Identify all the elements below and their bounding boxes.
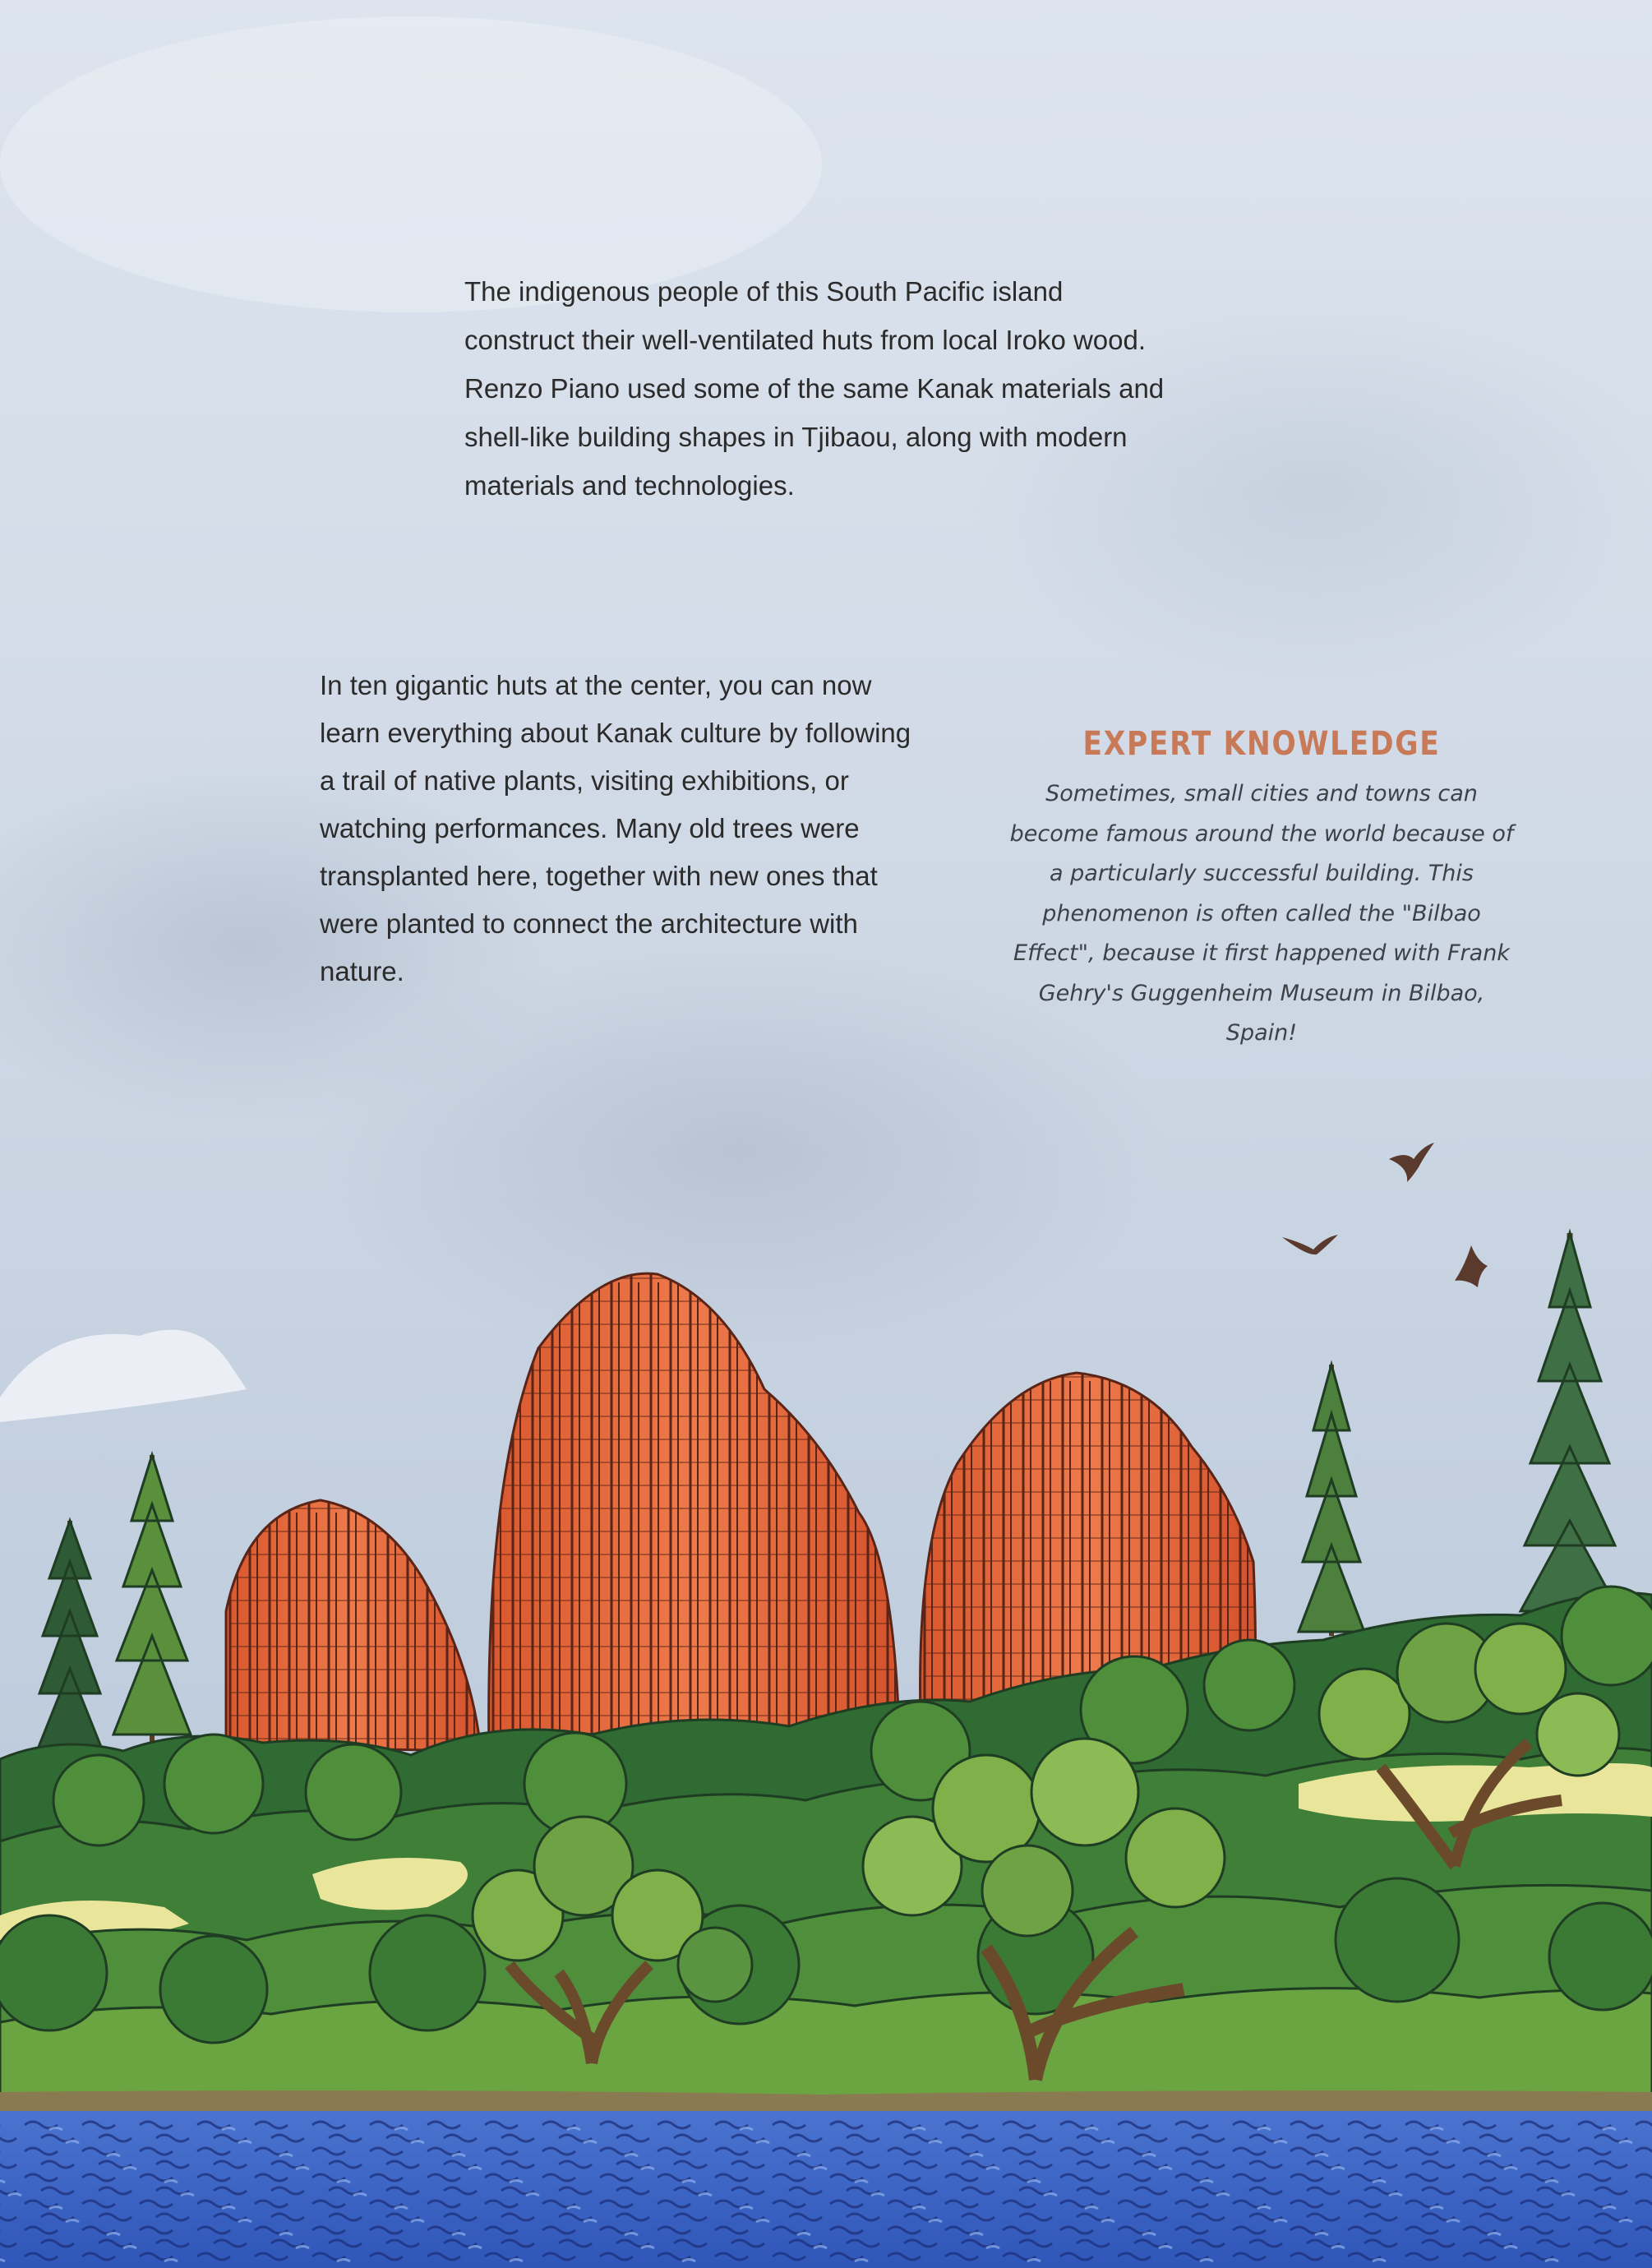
expert-knowledge-title: EXPERT KNOWLEDGE (1082, 725, 1441, 763)
culture-paragraph (320, 662, 911, 995)
culture-text: In ten gigantic huts at the center, you can now learn everything about Kanak culture by following a trail of native plants, visiting exhibitions, or watching performances. Many old trees were transplanted here, together with new ones that were planted to connect the architecture with nature. (320, 670, 911, 986)
expert-knowledge-box (1007, 725, 1516, 1054)
expert-knowledge-text: Sometimes, small cities and towns can become famous around the world because of a particularly successful building. This phenomenon is often called the "Bilbao Effect", because it first happened with Frank Gehry's Guggenheim Museum in Bilbao, Spain! (1009, 781, 1514, 1046)
intro-text: The indigenous people of this South Pacific island construct their well-ventilated huts from local Iroko wood. Renzo Piano used some of the same Kanak materials and shell-like building shapes in Tjibaou, along with modern materials and technologies. (464, 276, 1165, 501)
intro-paragraph (464, 267, 1171, 510)
lagoon (0, 2111, 1652, 2268)
